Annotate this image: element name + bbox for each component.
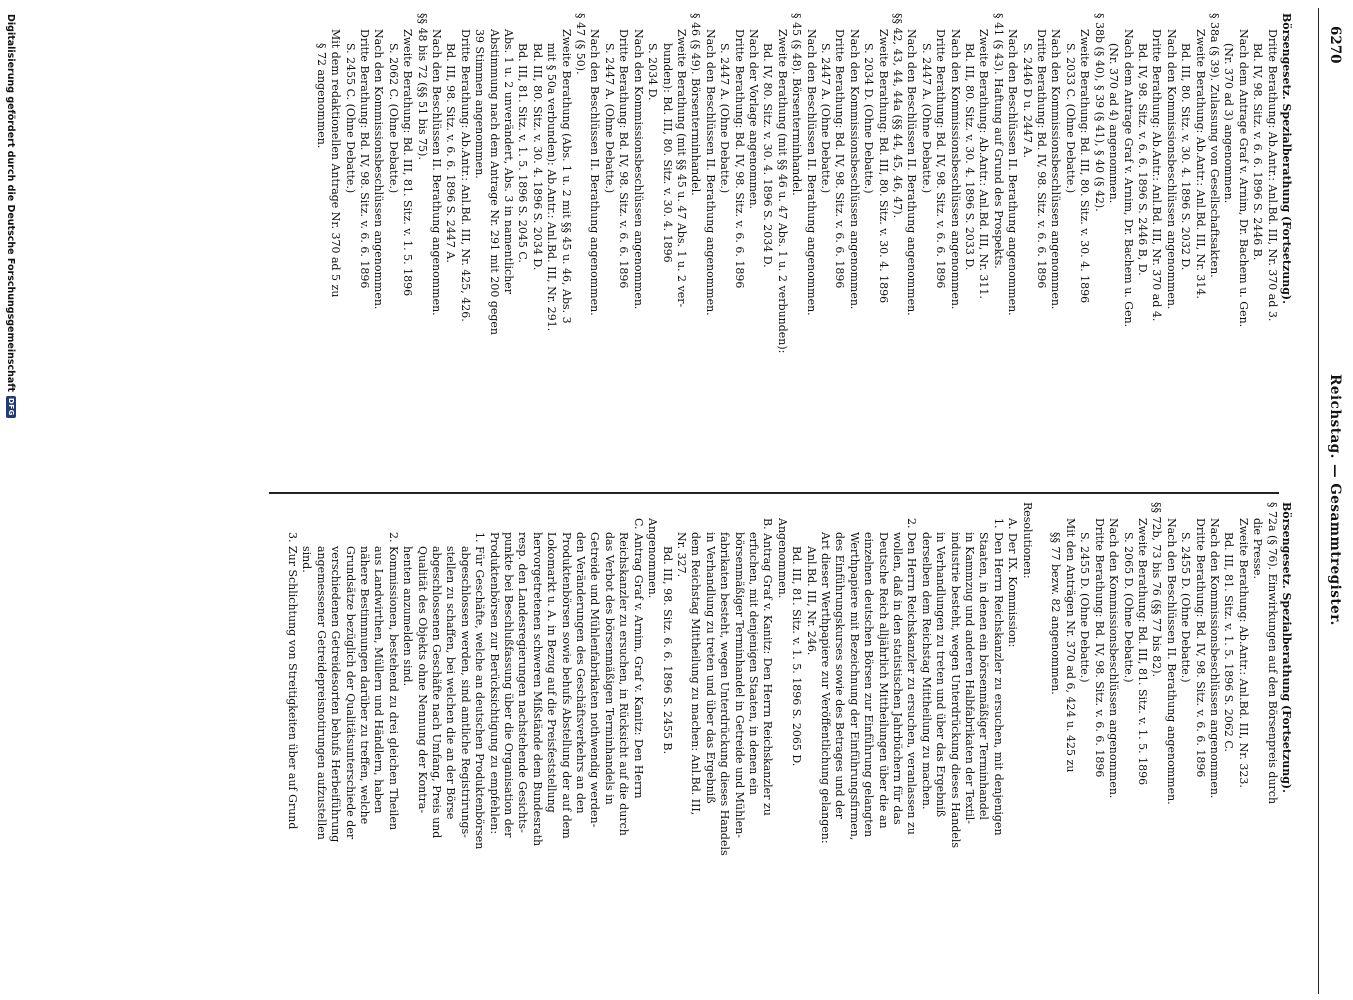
- text-line: Zweite Berathung: Bd. III, 81. Sitz. v. 1. 5. 1896: [401, 29, 415, 297]
- text-line: Produktenbörsen sowie behufs Abstellung der auf dem: [559, 532, 573, 839]
- text-line: § 47 (§ 50).: [574, 13, 588, 75]
- page-title: Reichstag. — Gesammtregister.: [1327, 374, 1343, 626]
- text-line: Bd. IV, 98. Sitz. v. 6. 6. 1896 S. 2446 B.: [1251, 43, 1265, 261]
- text-line: resp. den Landesregierungen nachstehende Gesichts-: [516, 532, 530, 833]
- text-line: Nach den Beschlüssen II. Berathung angenommen.: [588, 29, 602, 316]
- text-line: erfuchen, mit denjenigen Staaten, in denen ein: [746, 532, 760, 795]
- text-line: Bd. III, 80. Sitz. v. 30. 4. 1896 S. 2033 D.: [963, 43, 977, 271]
- text-line: börsenmäßiger Terminhandel in Getreide und Mühlen-: [732, 532, 746, 839]
- text-line: (Nr. 370 ad 4) angenommen.: [1107, 43, 1121, 204]
- text-line: S. 2446 D u. 2447 A.: [1020, 43, 1034, 158]
- text-line: Zweite Berathung: Bd. III, 81. Sitz. v. 1. 5. 1896: [1135, 518, 1149, 786]
- text-line: Nach den Kommissionsbeschlüssen angenommen.: [1107, 518, 1121, 799]
- text-line: 3. Zur Schlichtung von Streitigkeiten über auf Grund: [285, 532, 299, 830]
- text-line: S. 2034 D.: [646, 43, 660, 101]
- right-column: [285, 502, 1293, 984]
- text-line: Nach den Beschlüssen II. Berathung angenommen.: [1164, 518, 1178, 805]
- text-line: fabrikaten besteht, wegen Unterdrückung dieses Handels: [718, 532, 732, 856]
- text-line: die Presse.: [1251, 518, 1265, 580]
- text-line: Nach der Vorlage angenommen.: [746, 29, 760, 210]
- text-line: Nach dem Antrage Graf v. Arnim, Dr. Bachem u. Gen.: [1236, 29, 1250, 328]
- text-line: Nach den Beschlüssen II. Berathung angenommen.: [905, 29, 919, 316]
- text-line: [1034, 502, 1048, 984]
- text-line: Nr. 327.: [674, 532, 688, 578]
- text-line: Zweite Berathung: Bd. III, 80. Sitz. v. 30. 4. 1896: [1078, 29, 1092, 304]
- text-line: Qualität des Objekts ohne Nennung der Kontra-: [415, 546, 429, 814]
- text-line: 39 Stimmen angenommen.: [473, 29, 487, 179]
- text-line: Nach den Kommissionsbeschlüssen angenommen.: [1207, 518, 1221, 799]
- text-line: Zweite Berathung: Bd. III, 80. Sitz. v. 30. 4. 1896: [876, 29, 890, 304]
- text-line: Bd. III, 98. Sitz. v. 6. 6. 1896 S. 2447 A.: [444, 43, 458, 263]
- text-line: Nach den Kommissionsbeschlüssen angenommen.: [631, 29, 645, 310]
- text-line: Angenommen.: [646, 518, 660, 599]
- footer-credit: [3, 14, 19, 994]
- text-line: S. 2033 C. (Ohne Debatte.): [1063, 43, 1077, 194]
- text-line: angemessener Getreidepreisnotirungen aufzustellen: [314, 546, 328, 840]
- page-header: [1321, 0, 1345, 1000]
- text-line: Dritte Berathung: Ab.Antr.: Anl.Bd. III, Nr. 425, 426.: [458, 29, 472, 322]
- text-line: Resolutionen:: [1020, 502, 1034, 579]
- text-line: Dritte Berathung: Bd. IV, 98. Sitz. v. 6. 6. 1896: [1193, 518, 1207, 778]
- text-line: Angenommen.: [775, 518, 789, 599]
- text-line: hervorgetretenen schweren Mißstände dem Bundesrath: [530, 532, 544, 847]
- text-line: Grundsätze bezüglich der Qualitätsunterschiede der: [343, 546, 357, 840]
- text-line: Reichskanzler zu ersuchen, in Rücksicht auf die durch: [617, 532, 631, 836]
- text-line: sind.: [300, 546, 314, 573]
- text-line: nähere Bestimmungen darüber zu treffen, welche: [358, 546, 371, 825]
- text-line: S. 2034 D. (Ohne Debatte.): [862, 43, 876, 194]
- text-line: Bd. III, 80. Sitz. v. 30. 4. 1896 S. 2034 D.: [530, 43, 544, 271]
- text-line: Bd. III, 81. Sitz. v. 1. 5. 1896 S. 2065 D.: [790, 546, 804, 767]
- text-line: Deutsche Reich alljährlich Mittheilungen über die an: [876, 532, 890, 829]
- text-line: Zweite Berathung (Abs. 1 u. 2 mit §§ 45 u. 46, Abs. 3: [559, 29, 573, 324]
- text-line: Dritte Berathung: Bd. IV, 98. Sitz. v. 6. 6. 1896: [732, 29, 746, 289]
- text-line: dem Reichstag Mittheilung zu machen: Anl.Bd. III,: [689, 532, 703, 816]
- text-line: S. 2447 A. (Ohne Debatte.): [718, 43, 732, 194]
- text-line: 1. Für Geschäfte, welche an deutschen Produktenbörsen: [473, 532, 487, 850]
- text-line: S. 2447 A. (Ohne Debatte.): [602, 43, 616, 194]
- text-line: § 72 angenommen.: [314, 43, 328, 149]
- funding-note: Digitalisierung gefördert durch die Deutsche Forschungsgemeinschaft: [5, 14, 17, 392]
- text-line: Nach den Beschlüssen II. Berathung angenommen.: [1006, 29, 1020, 316]
- text-line: S. 2062 C. (Ohne Debatte.): [386, 43, 400, 194]
- text-line: § 38a (§ 39). Zulassung von Gesellschaftsakten.: [1207, 13, 1221, 278]
- left-column: [313, 13, 1293, 477]
- text-line: Dritte Berathung: Bd. IV, 98. Sitz. v. 6. 6. 1896: [617, 29, 631, 289]
- text-line: Nach den Kommissionsbeschlüssen angenommen.: [372, 29, 386, 310]
- text-line: in Verhandlungen zu treten und über das Ergebniß: [934, 532, 948, 818]
- text-line: Getreide und Mühlenfabrikaten nothwendig werden-: [588, 532, 602, 828]
- dfg-logo: DFG: [7, 397, 15, 416]
- text-line: Bd. III, 81. Sitz. v. 1. 5. 1896 S. 2062 C.: [1222, 532, 1236, 752]
- text-line: Zweite Berathung: Ab.Antr.: Anl.Bd. III, Nr. 314.: [1193, 29, 1207, 299]
- header-rule: [1318, 8, 1319, 994]
- text-line: Nach den Beschlüssen II. Berathung angenommen.: [430, 29, 444, 316]
- text-line: abgeschlossenen Geschäfte nach Umfang, Preis und: [430, 546, 444, 839]
- text-line: abgeschlossen werden, sind amtliche Registrirungs-: [458, 546, 472, 838]
- text-line: Zweite Berathung (mit §§ 45 u. 47 Abs. 1 u. 2 ver-: [674, 29, 688, 308]
- text-line: Bd. III, 98. Sitz. 6. 6. 1896 S. 2455 B.: [660, 546, 674, 755]
- page-number: 6270: [1327, 26, 1343, 64]
- text-line: Nach den Kommissionsbeschlüssen angenommen.: [847, 29, 861, 310]
- text-line: § 45 (§ 48). Börsenterminhandel.: [790, 13, 804, 196]
- text-line: Dritte Berathung: Ab.Antr.: Anl.Bd. III, Nr. 370 ad 4.: [1150, 29, 1164, 322]
- text-line: Dritte Berathung: Bd. IV, 98. Sitz. v. 6. 6. 1896: [934, 29, 948, 289]
- text-line: S. 2455 D. (Ohne Debatte.): [1179, 532, 1193, 683]
- text-line: Nach den Kommissionsbeschlüssen angenommen.: [1049, 29, 1063, 310]
- text-line: mit § 50a verbunden): Ab.Antr.: Anl.Bd. III, Nr. 291.: [545, 43, 559, 332]
- text-line: Werthpapiere mit Bezeichnung der Einführungsfirmen,: [847, 532, 861, 841]
- text-line: § 46 (§ 49). Börsenterminhandel.: [689, 13, 703, 196]
- text-line: §§ 77 bezw. 82 angenommen.: [1049, 532, 1063, 695]
- text-line: 2. Kommissionen, bestehend zu drei gleichen Theilen: [386, 532, 400, 831]
- text-line: das Verbot des börsenmäßigen Terminhandels in: [602, 532, 616, 805]
- text-line: §§ 42, 43, 44, 44a (§§ 44, 45, 46, 47).: [891, 13, 905, 219]
- text-line: 1. Den Herrn Reichskanzler zu ersuchen, mit denjenigen: [991, 518, 1005, 836]
- text-line: Dritte Berathung: Bd. IV, 98. Sitz. v. 6. 6. 1896: [1035, 29, 1049, 289]
- text-line: S. 2065 D. (Ohne Debatte.): [1121, 532, 1135, 683]
- text-line: Produktenbörsen zur Berücksichtigung zu empfehlen:: [487, 532, 501, 835]
- text-line: henten anzumelden sind.: [401, 546, 415, 687]
- text-line: Dritte Berathung: Bd. IV, 98. Sitz. v. 6. 6. 1896: [1092, 518, 1106, 778]
- text-line: B. Antrag Graf v. Kanitz: Den Herrn Reichskanzler zu: [761, 518, 775, 816]
- text-line: S. 2447 A. (Ohne Debatte.): [919, 43, 933, 194]
- text-line: §§ 48 bis 72 (§§ 51 bis 75).: [415, 13, 429, 160]
- text-line: Bd. III, 80. Sitz. v. 30. 4. 1896 S. 2032 D.: [1179, 43, 1193, 271]
- text-line: punkte bei Beschlußfassung über die Organisation der: [502, 532, 516, 838]
- text-line: Börsengesetz. Spezialberathung (Fortsetzung).: [1280, 13, 1293, 304]
- text-line: Anl.Bd. III, Nr. 246.: [804, 546, 818, 656]
- text-line: Abs. 1 u. 2 unverändert, Abs. 3 in namentlicher: [502, 29, 516, 295]
- text-line: Bd. III, 81. Sitz. v. 1. 5. 1896 S. 2045 C.: [516, 43, 530, 263]
- text-line: Mit dem redaktionellen Antrage Nr. 370 ad 5 zu: [329, 29, 343, 298]
- column-divider: [269, 492, 1279, 494]
- text-line: (Nr. 370 ad 3) angenommen.: [1222, 43, 1236, 204]
- text-line: Nach den Beschlüssen II. Berathung angenommen.: [703, 29, 717, 316]
- text-line: § 41 (§ 43). Haftung auf Grund des Prospekts.: [991, 13, 1005, 269]
- text-line: den Veränderungen des Geschäftsverkehrs an den: [574, 532, 588, 814]
- text-line: §§ 72b, 73 bis 76 (§§ 77 bis 82).: [1150, 502, 1164, 677]
- text-line: aus Landwirthen, Müllern und Händlern, haben: [372, 546, 386, 814]
- text-line: 2. Den Herrn Reichskanzler zu ersuchen, veranlassen zu: [905, 518, 919, 835]
- text-line: Nach den Beschlüssen II. Berathung angenommen.: [804, 29, 818, 316]
- text-line: Nach den Kommissionsbeschlüssen angenommen.: [948, 29, 962, 310]
- text-line: § 38b (§ 40), § 39 (§ 41), § 40 (§ 42).: [1092, 13, 1106, 212]
- text-line: Lokomarkt u. A. in Bezug auf die Preisfeststellung: [545, 532, 559, 813]
- text-line: Bd. IV, 80. Sitz. v. 30. 4. 1896 S. 2034 D.: [761, 43, 775, 268]
- text-line: einzelnen deutschen Börsen zur Einführung gelangten: [862, 532, 876, 838]
- text-line: stellen zu schaffen, bei welchen die an der Börse: [444, 546, 458, 820]
- text-line: in Kammzug und anderen Halbfabrikaten der Textil-: [963, 532, 977, 824]
- text-line: A. Der IX. Kommission:: [1006, 518, 1020, 648]
- text-line: in Verhandlung zu treten und über das Ergebniß: [703, 532, 717, 804]
- text-line: § 72a (§ 76). Einwirkungen auf den Börsenpreis durch: [1265, 502, 1279, 805]
- text-line: Mit den Anträgen Nr. 370 ad 6, 424 u. 425 zu: [1063, 518, 1077, 773]
- text-line: S. 2455 D. (Ohne Debatte.): [1078, 532, 1092, 683]
- text-line: S. 2455 C. (Ohne Debatte.): [343, 43, 357, 194]
- text-line: Börsengesetz. Spezialberathung (Fortsetzung).: [1280, 502, 1293, 793]
- text-line: S. 2447 A. (Ohne Debatte.): [819, 43, 832, 194]
- text-line: Zweite Berathung: Ab.Antr.: Anl.Bd. III, Nr. 311.: [977, 29, 991, 299]
- text-line: Dritte Berathung: Bd. IV, 98. Sitz. v. 6. 6. 1896: [358, 29, 371, 289]
- text-line: Bd. IV, 98. Sitz. v. 6. 6. 1896 S. 2446 B, D.: [1135, 43, 1149, 276]
- text-line: Nach dem Antrage Graf v. Arnim, Dr. Bachem u. Gen.: [1121, 29, 1135, 328]
- text-line: bunden): Bd. III, 80. Sitz. v. 30. 4. 1896: [660, 43, 674, 263]
- text-line: Art dieser Werthpapiere zur Veröffentlichung gelangen:: [819, 532, 832, 844]
- text-line: Staaten, in denen ein börsenmäßiger Terminhandel: [977, 532, 991, 820]
- text-line: wollen, daß in den statistischen Jahrbüchern für das: [891, 532, 905, 825]
- text-line: Nach den Kommissionsbeschlüssen angenommen.: [1164, 29, 1178, 310]
- text-line: des Einführungskurses sowie des Betrages und der: [833, 532, 847, 819]
- text-line: Dritte Berathung: Ab.Antr.: Anl.Bd. III, Nr. 370 ad 3.: [1265, 29, 1279, 322]
- text-line: C. Antrag Graf v. Arnim, Graf v. Kanitz: Den Herrn: [631, 518, 645, 799]
- text-line: Zweite Berathung: Ab.Antr.: Anl.Bd. III, Nr. 323.: [1236, 518, 1250, 788]
- text-line: derselben dem Reichstag Mittheilung zu machen.: [919, 532, 933, 810]
- text-line: Zweite Berathung (mit §§ 46 u. 47 Abs. 1 u. 2 verbunden):: [775, 29, 789, 354]
- text-line: verschiedenen Getreidesorten behufs Herbeiführung: [329, 546, 343, 843]
- text-line: Abstimmung nach dem Antrage Nr. 291 mit 200 gegen: [487, 29, 501, 336]
- text-line: industrie besteht, wegen Unterdrückung dieses Handels: [948, 532, 962, 849]
- text-line: Dritte Berathung: Bd. IV, 98. Sitz. v. 6. 6. 1896: [833, 29, 847, 289]
